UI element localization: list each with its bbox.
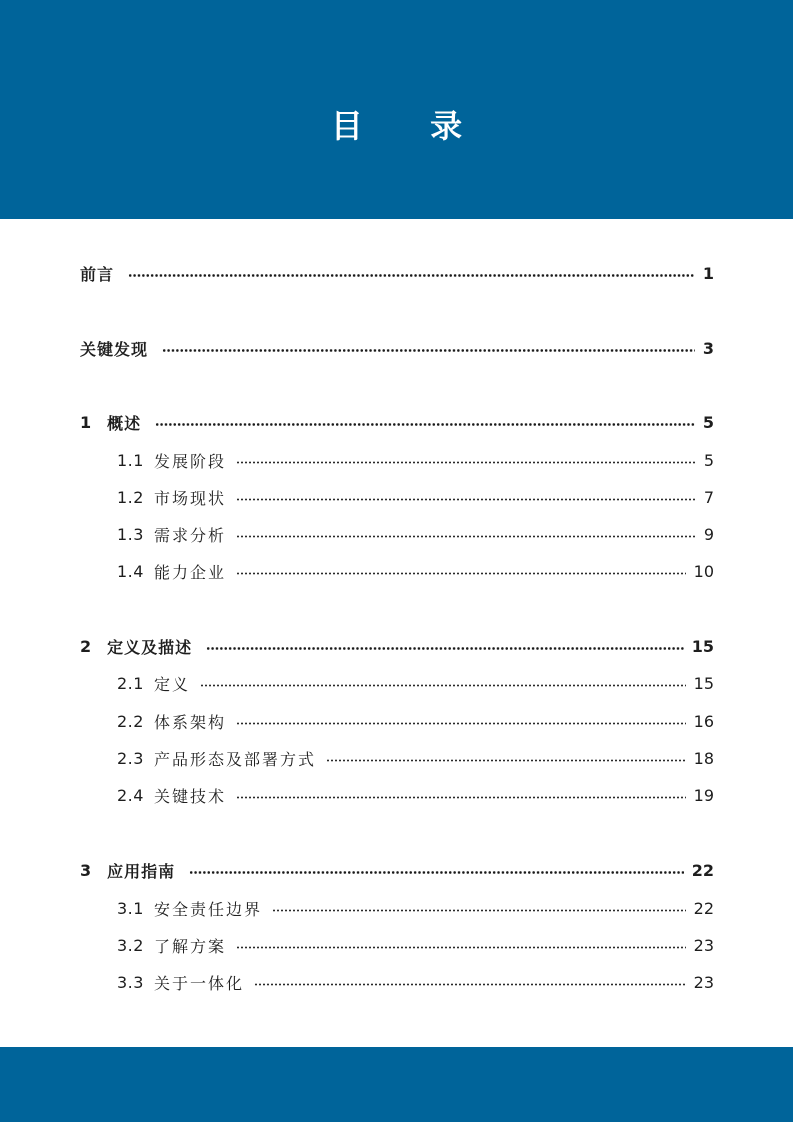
toc-entry-number: 1.1 [117,450,144,470]
toc-entry-label: 能力企业 [153,562,226,582]
footer-band [0,1047,793,1122]
toc-entry-page: 18 [693,748,714,768]
dot-leader [200,684,686,687]
toc-entry-label: 关于一体化 [153,973,244,993]
toc-entry-page: 10 [693,561,714,581]
toc-entry-page: 16 [693,711,714,731]
toc-entry-number: 1.4 [117,561,144,581]
toc-entry-chapter-2[interactable] [80,633,714,659]
dot-leader [206,647,684,650]
toc-entry-label: 发展阶段 [153,451,226,471]
toc-entry-page: 3 [702,338,714,358]
toc-entry-label: 市场现状 [153,488,226,508]
toc-entry-section-2-4[interactable] [117,782,714,808]
toc-entry-label: 定义及描述 [107,637,193,657]
toc-entry-section-3-1[interactable] [117,895,714,921]
toc-entry-label: 关键技术 [153,786,226,806]
toc-entry-page: 22 [693,898,714,918]
toc-entry-section-1-3[interactable] [117,521,714,547]
toc-entry-key-findings[interactable] [80,335,714,361]
toc-entry-section-2-3[interactable] [117,745,714,771]
toc-entry-chapter-1[interactable] [80,409,714,435]
dot-leader [155,423,695,426]
dot-leader [326,759,686,762]
dot-leader [236,498,696,501]
toc-entry-chapter-3[interactable] [80,857,714,883]
toc-entry-label: 体系架构 [153,712,226,732]
toc-entry-number: 3.1 [117,898,144,918]
toc-entry-section-2-1[interactable] [117,670,714,696]
toc-entry-page: 9 [703,524,714,544]
toc-entry-label: 产品形态及部署方式 [153,749,316,769]
toc-entry-page: 23 [693,972,714,992]
toc-entry-number: 3.3 [117,972,144,992]
toc-entry-number: 3 [80,860,92,880]
dot-leader [189,871,684,874]
toc-entry-page: 15 [693,673,714,693]
toc-entry-number: 1.2 [117,487,144,507]
dot-leader [236,946,686,949]
toc-entry-number: 2.4 [117,785,144,805]
toc-entry-number: 2.1 [117,673,144,693]
page-title: 目 录 [330,107,491,145]
dot-leader [236,572,686,575]
toc-entry-page: 1 [702,263,714,283]
toc-entry-preface[interactable] [80,260,714,286]
toc-entry-number: 3.2 [117,935,144,955]
toc-entry-page: 19 [693,785,714,805]
toc-entry-number: 2.3 [117,748,144,768]
toc-entry-number: 2 [80,636,92,656]
toc-entry-section-3-2[interactable] [117,932,714,958]
toc-entry-label: 应用指南 [107,861,176,881]
dot-leader [236,796,686,799]
toc-entry-section-1-2[interactable] [117,484,714,510]
toc-entry-section-3-3[interactable] [117,969,714,995]
dot-leader [236,535,696,538]
toc-entry-label: 定义 [153,674,190,694]
dot-leader [236,461,696,464]
toc-entry-number: 2.2 [117,711,144,731]
toc-entry-section-1-4[interactable] [117,558,714,584]
dot-leader [128,274,695,277]
toc-entry-label: 安全责任边界 [153,899,262,919]
toc-entry-section-1-1[interactable] [117,447,714,473]
toc-entry-label: 了解方案 [153,936,226,956]
toc-entry-section-2-2[interactable] [117,708,714,734]
dot-leader [254,983,686,986]
dot-leader [236,722,686,725]
dot-leader [272,909,686,912]
toc-entry-label: 前言 [80,264,115,284]
toc-entry-page: 15 [691,636,714,656]
toc-entry-page: 22 [691,860,714,880]
toc-entry-page: 7 [703,487,714,507]
toc-entry-number: 1.3 [117,524,144,544]
dot-leader [162,349,695,352]
toc-entry-number: 1 [80,412,92,432]
toc-entry-page: 23 [693,935,714,955]
toc-entry-label: 关键发现 [80,339,149,359]
toc-entry-label: 概述 [107,413,142,433]
toc-entry-label: 需求分析 [153,525,226,545]
toc-entry-page: 5 [703,450,714,470]
toc-entry-page: 5 [702,412,714,432]
